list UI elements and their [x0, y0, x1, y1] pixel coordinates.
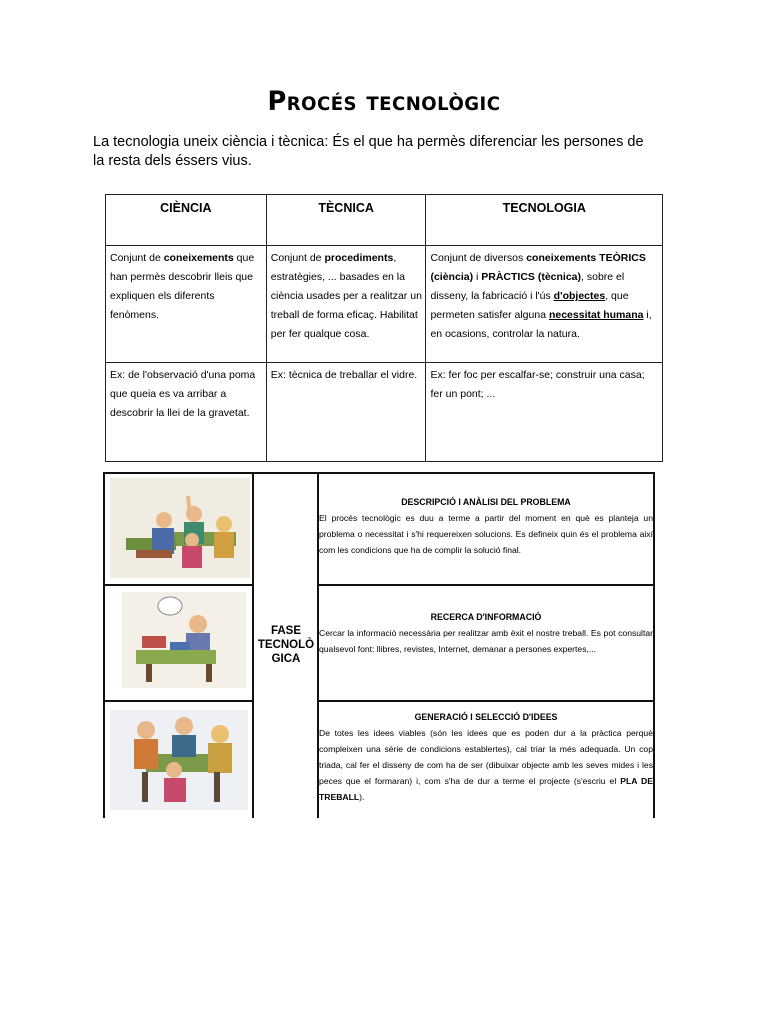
phase-information-search: [319, 609, 653, 657]
phase-label-line-2: TECNOLÒ: [257, 639, 315, 651]
phase-text: Cercar la informació necessària per realitzar amb èxit el nostre treball. Es pot consultar qualsevol font: llibres, revistes, Internet, demanar a persones expertes,...: [319, 628, 653, 654]
table-border-right: [653, 472, 655, 818]
phase-label-line-1: FASE: [270, 625, 302, 637]
phase-text: De totes les idees viables (són les idees que es poden dur a la pràctica perquè compleixen una sèrie de condicions establertes), cal triar la més adequada. Un cop triada, cal fer el disseny de com ha de ser (dibuixar objecte amb les seves mides i les peces que el formaran) i, com s'ha de dur a terme el projecte (s'escriu el PLA DE TREBALL).: [319, 728, 653, 802]
definition-tecnica: Conjunt de procediments, estratègies, ... basades en la ciència usades per a realitzar un treball de forma eficaç. Habilitat per fer qualque cosa.: [266, 246, 426, 363]
phase-text: El procés tecnològic es duu a terme a partir del moment en què es planteja un problema o necessitat i s'hi requereixen solucions. Es defineix quin és el problema així com les condicions que ha de complir la solució final.: [319, 513, 653, 555]
row-divider-text-1: [317, 584, 655, 586]
phase-heading: GENERACIÓ I SELECCIÓ D'IDEES: [414, 712, 558, 722]
example-tecnologia: Ex: fer foc per escalfar-se; construir una casa; fer un pont; ...: [426, 363, 663, 462]
header-ciencia: CIÈNCIA: [106, 195, 267, 246]
student-researching-illustration: [106, 590, 252, 696]
phase-description-problem: [319, 494, 653, 558]
definition-ciencia: Conjunt de coneixements que han permès descobrir lleis que expliquen els diferents fenòmens.: [106, 246, 267, 363]
page-title: Procés tecnològic: [267, 86, 501, 117]
students-discussing-illustration: [106, 476, 252, 582]
definition-tecnologia: Conjunt de diversos coneixements TEÒRICS (ciència) i PRÀCTICS (tècnica), sobre el disseny, la fabricació i l'ús d'objectes, que permeten satisfer alguna necessitat humana i, en ocasions, controlar la natura.: [426, 246, 663, 363]
group-working-illustration: [106, 706, 252, 814]
intro-paragraph: La tecnologia uneix ciència i tècnica: És el que ha permès diferenciar les persones de la resta dels éssers vius.: [93, 134, 644, 169]
phase-heading: DESCRIPCIÓ I ANÀLISI DEL PROBLEMA: [401, 497, 571, 507]
example-tecnica: Ex: tècnica de treballar el vidre.: [266, 363, 426, 462]
phase-idea-generation: [319, 709, 653, 805]
table-border-top: [103, 472, 655, 474]
row-divider-pic-1: [103, 584, 254, 586]
header-tecnica: TÈCNICA: [266, 195, 426, 246]
table-border-left: [103, 472, 105, 818]
phase-heading: RECERCA D'INFORMACIÓ: [430, 612, 542, 622]
technological-phase-label: [254, 472, 318, 818]
row-divider-text-2: [317, 700, 655, 702]
row-divider-pic-2: [103, 700, 254, 702]
science-technique-technology-table: [105, 194, 663, 462]
header-tecnologia: TECNOLOGIA: [426, 195, 663, 246]
technological-process-table: [103, 472, 655, 818]
phase-label-line-3: GICA: [271, 653, 301, 665]
example-ciencia: Ex: de l'observació d'una poma que queia es va arribar a descobrir la llei de la gravetat.: [106, 363, 267, 462]
pla-de-treball: PLA DE TREBALL: [319, 776, 653, 802]
